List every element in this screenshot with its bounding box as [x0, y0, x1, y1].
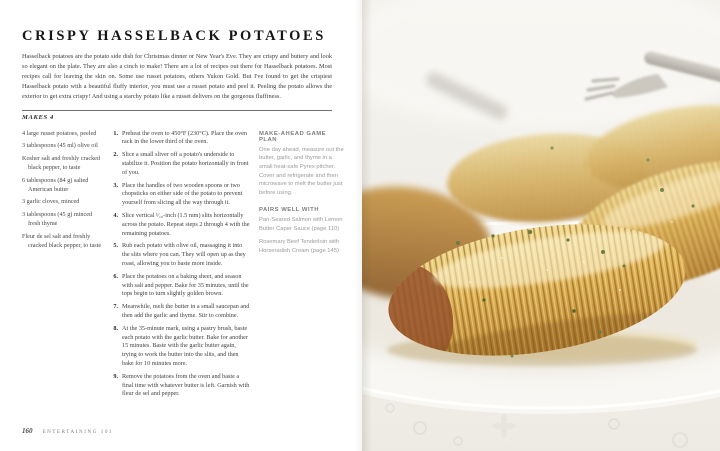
- step-number: 2.: [113, 151, 118, 159]
- step-number: 7.: [113, 303, 118, 311]
- step-text: Rub each potato with olive oil, massaging it into the slits where you can. They will open up as they roast, allowing you to baste more inside.: [122, 242, 246, 268]
- make-ahead-text: One day ahead, measure out the butter, garlic, and thyme in a small heat-safe Pyrex pitcher. Cover and refrigerate and then microwave to melt the butter just before using.: [259, 146, 344, 197]
- ingredient-item: 4 large russet potatoes, peeled: [22, 129, 97, 137]
- step-item: [109, 182, 251, 208]
- ingredients-list: [22, 130, 102, 404]
- step-item: [109, 242, 251, 268]
- step-text: Preheat the oven to 450°F (230°C). Place the oven rack in the lower third of the oven.: [122, 129, 248, 146]
- step-item: [109, 130, 251, 148]
- make-ahead-title: MAKE-AHEAD GAME PLAN: [259, 130, 327, 143]
- page-footer: [22, 427, 113, 435]
- pairs-item: Rosemary Beef Tenderloin with Horseradish Cream (page 145): [259, 239, 340, 254]
- step-item: [109, 373, 251, 399]
- divider-rule: [22, 110, 332, 111]
- yield-label: MAKES 4: [22, 113, 54, 121]
- hasselback-potatoes-photo: [362, 0, 720, 451]
- page-number: 160: [22, 427, 33, 435]
- step-number: 9.: [113, 372, 118, 380]
- recipe-intro: Hasselback potatoes are the potato side dish for Christmas dinner or New Year's Eve. They are crispy and buttery and look so elegant on the plate. They are also a cinch to make! There are a lot of recipes out there for Hasselback potatoes. Most recipes call for leaving the skin on. Some use russet potatoes, others Yukon Gold. But I've found to get the crispiest Hasselback potato with a beautiful fluffy interior, you must use a russet potato and peel it. Peeling the potato allows the exterior to get extra crispy! And using a starchy potato like a russet delivers on the gorgeous fluffiness.: [22, 53, 332, 100]
- step-text: Place the potatoes on a baking sheet, and season with salt and pepper. Bake for 35 minutes, until the tops begin to turn slightly golden brown.: [122, 272, 249, 298]
- step-item: [109, 151, 251, 177]
- step-text: Remove the potatoes from the oven and baste a final time with whatever butter is left. Garnish with fleur de sel and pepper.: [122, 372, 250, 398]
- step-item: [109, 212, 251, 238]
- step-text: Slice vertical ¹⁄₁₆-inch (1.5 mm) slits horizontally across the potato. Repeat steps 2 through 4 with the remaining potatoes.: [122, 212, 250, 237]
- step-text: At the 35-minute mark, using a pastry brush, baste each potato with the garlic butter. Bake for another 15 minutes. Baste with the garlic butter again, trying to work the butter into the slits, and then bake for 10 minutes more.: [122, 324, 248, 368]
- step-item: [109, 303, 251, 321]
- step-text: Place the handles of two wooden spoons or two chopsticks on either side of the potato to prevent yourself from slicing all the way through it.: [122, 181, 243, 207]
- step-number: 3.: [113, 181, 118, 189]
- step-number: 1.: [113, 129, 118, 137]
- step-text: Meanwhile, melt the butter in a small saucepan and then add the garlic and thyme. Stir to combine.: [122, 303, 250, 320]
- step-number: 5.: [113, 242, 118, 250]
- step-number: 4.: [113, 212, 118, 220]
- step-text: Slice a small sliver off a potato's underside to stabilize it. Position the potato horizontally in front of you.: [122, 151, 249, 176]
- ingredient-item: Kosher salt and freshly cracked black pepper, to taste: [22, 155, 100, 172]
- step-item: [109, 273, 251, 299]
- page-gutter-shadow: [362, 0, 372, 451]
- ingredient-item: 3 tablespoons (45 g) minced fresh thyme: [22, 211, 93, 228]
- step-number: 8.: [113, 324, 118, 332]
- step-number: 6.: [113, 272, 118, 280]
- steps-list: [109, 130, 251, 404]
- pairs-item: Pan-Seared Salmon with Lemon Butter Caper Sauce (page 110): [259, 216, 343, 232]
- ingredient-item: 3 garlic cloves, minced: [22, 198, 80, 206]
- pairs-well-title: PAIRS WELL WITH: [259, 206, 319, 213]
- book-title: ENTERTAINING 101: [42, 430, 114, 435]
- step-item: [109, 325, 251, 369]
- ingredient-item: Fleur de sel salt and freshly cracked black pepper, to taste: [22, 232, 102, 249]
- ingredient-item: 3 tablespoons (45 ml) olive oil: [22, 142, 98, 150]
- recipe-title: CRISPY HASSELBACK POTATOES: [22, 28, 326, 44]
- recipe-sidebar: [259, 130, 346, 404]
- ingredient-item: 6 tablespoons (84 g) salted American butter: [22, 176, 89, 193]
- photo-page: [362, 0, 720, 451]
